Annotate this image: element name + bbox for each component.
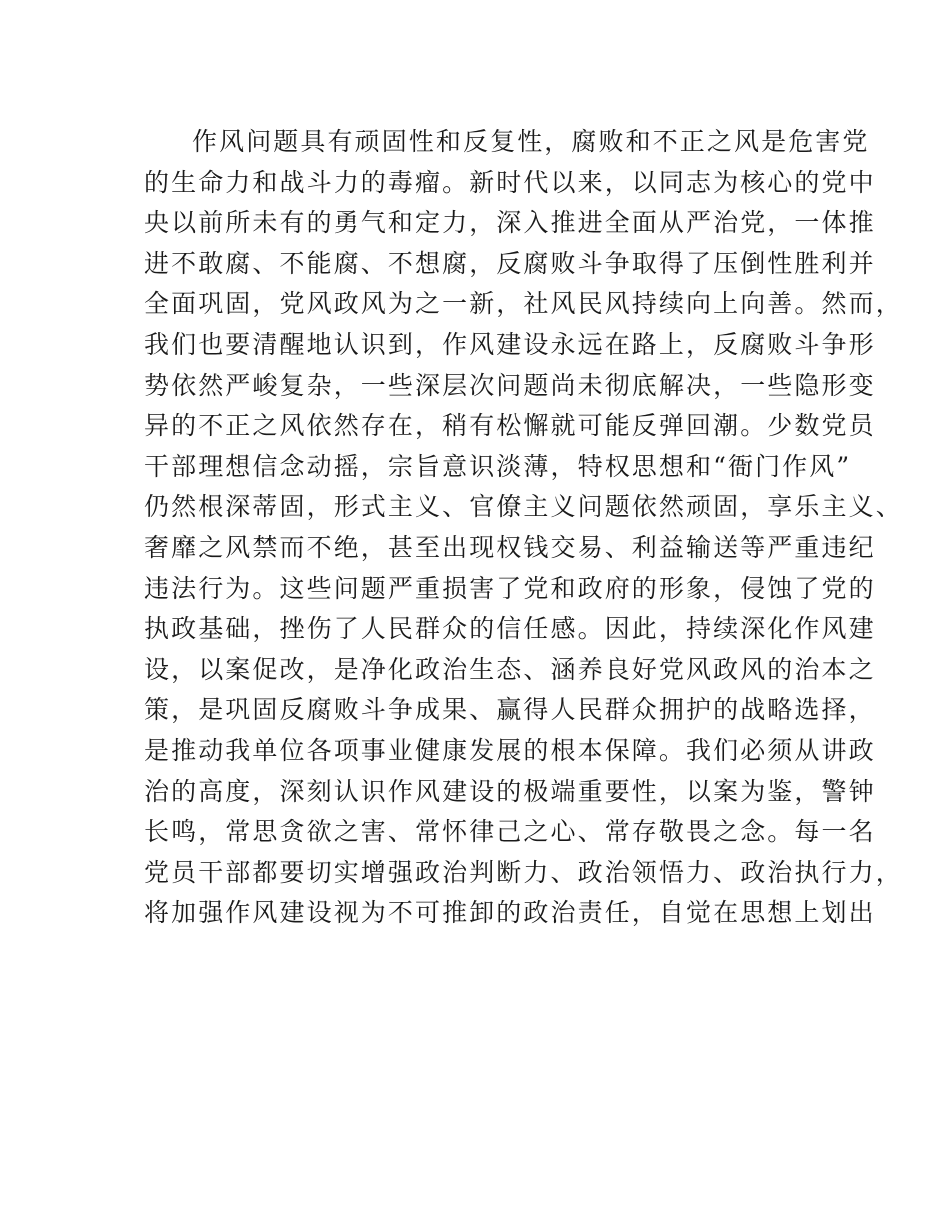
paragraph-line: 干部理想信念动摇，宗旨意识淡薄，特权思想和“衙门作风”	[144, 451, 852, 481]
paragraph-line: 将加强作风建设视为不可推卸的政治责任，自觉在思想上划出	[144, 898, 876, 928]
paragraph-line: 全面巩固，党风政风为之一新，社风民风持续向上向善。然而，	[144, 289, 903, 319]
paragraph-line: 央以前所未有的勇气和定力，深入推进全面从严治党，一体推	[144, 208, 876, 238]
paragraph-line: 我们也要清醒地认识到，作风建设永远在路上，反腐败斗争形	[144, 329, 876, 359]
paragraph-line: 仍然根深蒂固，形式主义、官僚主义问题依然顽固，享乐主义、	[144, 492, 903, 522]
paragraph-line: 治的高度，深刻认识作风建设的极端重要性，以案为鉴，警钟	[144, 776, 876, 806]
paragraph-line: 是推动我单位各项事业健康发展的根本保障。我们必须从讲政	[144, 735, 876, 765]
paragraph-line: 执政基础，挫伤了人民群众的信任感。因此，持续深化作风建	[144, 614, 876, 644]
body-paragraph	[144, 122, 903, 934]
paragraph-line: 设，以案促改，是净化政治生态、涵养良好党风政风的治本之	[144, 654, 876, 684]
paragraph-line: 势依然严峻复杂，一些深层次问题尚未彻底解决，一些隐形变	[144, 370, 876, 400]
paragraph-line: 违法行为。这些问题严重损害了党和政府的形象，侵蚀了党的	[144, 573, 876, 603]
paragraph-line: 进不敢腐、不能腐、不想腐，反腐败斗争取得了压倒性胜利并	[144, 248, 876, 278]
paragraph-line: 长鸣，常思贪欲之害、常怀律己之心、常存敬畏之念。每一名	[144, 817, 876, 847]
paragraph-line: 异的不正之风依然存在，稍有松懈就可能反弹回潮。少数党员	[144, 411, 876, 441]
paragraph-line: 的生命力和战斗力的毒瘤。新时代以来，以同志为核心的党中	[144, 167, 876, 197]
paragraph-line: 作风问题具有顽固性和反复性，腐败和不正之风是危害党	[192, 127, 870, 156]
paragraph-line: 党员干部都要切实增强政治判断力、政治领悟力、政治执行力，	[144, 857, 903, 887]
paragraph-line: 策，是巩固反腐败斗争成果、赢得人民群众拥护的战略选择，	[144, 695, 876, 725]
paragraph-line: 奢靡之风禁而不绝，甚至出现权钱交易、利益输送等严重违纪	[144, 532, 876, 562]
